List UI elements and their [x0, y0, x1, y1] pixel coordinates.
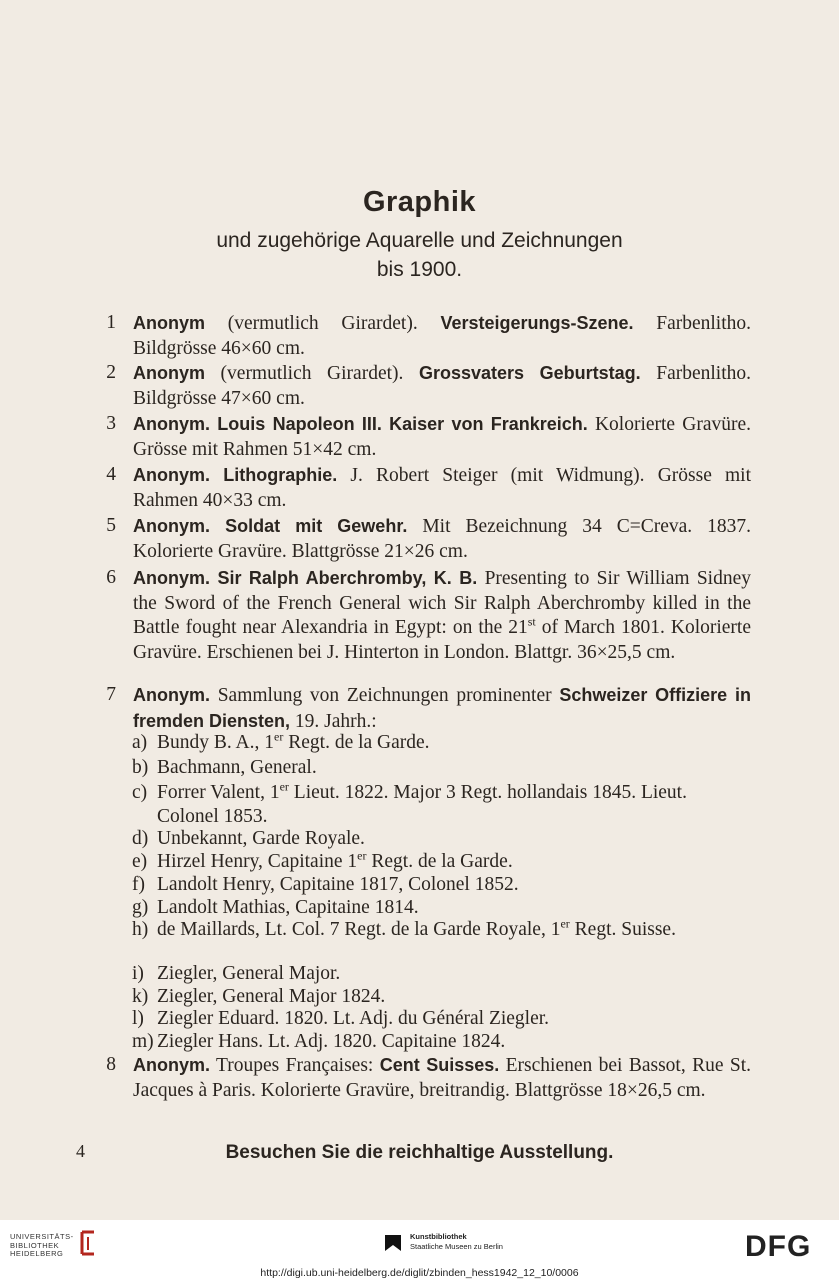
ub-logo-line: UNIVERSITÄTS- — [10, 1232, 74, 1241]
entry-title: Grossvaters Geburtstag. — [418, 363, 641, 383]
sub-item-text: de Maillards, Lt. Col. 7 Regt. de la Garde Royale, 1 — [157, 919, 561, 940]
sub-item-f — [132, 873, 752, 897]
subtitle-line-1: und zugehörige Aquarelle und Zeichnungen — [216, 229, 623, 252]
sub-item-label: b) — [132, 757, 149, 778]
sub-item-i — [132, 962, 752, 986]
entry-text: Farbenlitho. Bildgrösse 47×60 cm. — [133, 363, 752, 409]
entry-text: Presenting to Sir William Sidney the Sword of the French General wich Sir Ralph Aberchromby killed in the Battle fought near Alexandria in Egypt: on the 21 — [133, 568, 752, 638]
sub-item-label: f) — [132, 874, 145, 895]
sub-item-c — [132, 781, 752, 829]
subtitle-line-2: bis 1900. — [376, 258, 463, 281]
entry-number: 5 — [106, 515, 116, 536]
superscript: er — [274, 729, 284, 744]
catalog-entry-8 — [96, 1053, 751, 1103]
catalog-entry-5 — [96, 514, 751, 564]
sub-item-label: k) — [132, 986, 149, 1007]
sub-item-label: h) — [132, 919, 149, 940]
sub-item-label: l) — [132, 1008, 144, 1029]
sub-item-l — [132, 1007, 752, 1031]
sub-item-b — [132, 756, 752, 780]
entry-number: 4 — [106, 464, 116, 485]
sub-item-text: Regt. de la Garde. — [366, 851, 513, 872]
ub-heidelberg-logo[interactable] — [10, 1233, 74, 1259]
sub-item-text: Ziegler Eduard. 1820. Lt. Adj. du Général Ziegler. — [157, 1008, 550, 1029]
ub-emblem-icon — [78, 1230, 100, 1256]
entry-title: Anonym. Lithographie. — [133, 465, 338, 485]
superscript: er — [279, 779, 289, 794]
entry-text: (vermutlich Girardet). — [205, 363, 419, 384]
entry-number: 3 — [106, 413, 116, 434]
entry-title: Anonym. Louis Napoleon III. Kaiser von Frankreich. — [133, 414, 588, 434]
catalog-entry-6 — [96, 566, 751, 665]
entry-number: 1 — [106, 312, 116, 333]
kunstbibliothek-logo[interactable] — [410, 1232, 503, 1252]
entry-text: Farbenlitho. Bildgrösse 46×60 cm. — [133, 313, 751, 359]
sub-item-label: g) — [132, 897, 149, 918]
catalog-entry-3 — [96, 412, 751, 462]
permalink-url[interactable]: http://digi.ub.uni-heidelberg.de/diglit/zbinden_hess1942_12_10/0006 — [260, 1267, 579, 1279]
entry-artist: Anonym — [133, 363, 205, 383]
sub-item-text: Regt. Suisse. — [569, 919, 676, 940]
sub-item-text: Bundy B. A., 1 — [157, 732, 275, 753]
kunstbibliothek-icon — [383, 1233, 403, 1253]
entry-title: Cent Suisses. — [379, 1055, 500, 1075]
entry-number: 8 — [106, 1054, 116, 1075]
sub-item-text: Landolt Mathias, Capitaine 1814. — [157, 897, 419, 918]
sub-item-text: Ziegler Hans. Lt. Adj. 1820. Capitaine 1824. — [157, 1031, 506, 1052]
sub-item-label: i) — [132, 963, 144, 984]
kb-line: Staatliche Museen zu Berlin — [410, 1242, 503, 1251]
entry-artist: Anonym. — [133, 1055, 211, 1075]
entry-number: 7 — [106, 684, 116, 705]
sub-item-text: Lieut. 1822. Major 3 Regt. hollandais 1845. Lieut. Colonel 1853. — [157, 782, 687, 827]
sub-item-g — [132, 896, 752, 920]
footer-advert: Besuchen Sie die reichhaltige Ausstellung. — [225, 1142, 614, 1163]
ub-logo-line: HEIDELBERG — [10, 1249, 64, 1258]
catalog-entry-2 — [96, 361, 751, 411]
entry-text: of March 1801. Kolorierte Gravüre. Erschienen bei J. Hinterton in London. Blattgr. 36×25,5 cm. — [133, 617, 751, 663]
sub-item-text: Ziegler, General Major 1824. — [157, 986, 386, 1007]
page-number: 4 — [76, 1141, 85, 1161]
sub-item-label: m) — [132, 1031, 154, 1052]
sub-item-m — [132, 1030, 752, 1054]
digitization-bar — [0, 1220, 839, 1267]
entry-title: Schweizer Offiziere in fremden Diensten, — [133, 685, 751, 731]
entry-text: 19. Jahrh.: — [290, 710, 377, 732]
entry-text: Sammlung von Zeichnungen prominenter — [210, 685, 560, 706]
entry-title: Anonym. Sir Ralph Aberchromby, K. B. — [133, 568, 478, 588]
sub-item-label: e) — [132, 851, 148, 872]
sub-item-text: Bachmann, General. — [157, 757, 317, 778]
sub-item-label: d) — [132, 828, 149, 849]
entry-text: (vermutlich Girardet). — [205, 313, 441, 334]
page-title: Graphik — [362, 186, 477, 218]
entry-text: J. Robert Steiger (mit Widmung). Grösse mit Rahmen 40×33 cm. — [133, 465, 752, 511]
sub-item-text: Hirzel Henry, Capitaine 1 — [157, 851, 358, 872]
entry-number: 2 — [106, 362, 116, 383]
ub-logo-line: BIBLIOTHEK — [10, 1240, 60, 1250]
catalog-entry-1 — [96, 311, 751, 361]
sub-item-text: Regt. de la Garde. — [283, 732, 430, 753]
superscript: er — [560, 916, 570, 931]
entry-text: Troupes Françaises: — [210, 1055, 380, 1076]
superscript: er — [357, 848, 367, 863]
sub-item-a — [132, 731, 752, 755]
kb-line: Kunstbibliothek — [410, 1232, 467, 1241]
catalog-entry-4 — [96, 463, 751, 513]
entry-number: 6 — [106, 567, 116, 588]
sub-item-text: Forrer Valent, 1 — [157, 782, 280, 803]
sub-item-text: Unbekannt, Garde Royale. — [157, 828, 365, 849]
sub-item-label: c) — [132, 782, 148, 803]
entry-artist: Anonym — [133, 313, 205, 333]
entry-title: Anonym. Soldat mit Gewehr. — [133, 516, 408, 536]
superscript: st — [527, 614, 536, 629]
sub-item-e — [132, 850, 752, 874]
sub-item-d — [132, 827, 752, 851]
entry-text: Kolorierte Gravüre. Grösse mit Rahmen 51×42 cm. — [133, 414, 752, 460]
sub-item-h — [132, 918, 752, 942]
entry-title: Versteigerungs-Szene. — [440, 313, 634, 333]
catalog-entry-7 — [96, 683, 751, 734]
dfg-logo[interactable]: DFG — [745, 1230, 812, 1263]
sub-item-text: Landolt Henry, Capitaine 1817, Colonel 1852. — [157, 874, 519, 895]
entry-artist: Anonym. — [133, 685, 211, 705]
entry-text: Mit Bezeichnung 34 C=Creva. 1837. Kolorierte Gravüre. Blattgrösse 21×26 cm. — [133, 516, 751, 562]
sub-item-text: Ziegler, General Major. — [157, 963, 341, 984]
sub-item-k — [132, 985, 752, 1009]
entry-text: Erschienen bei Bassot, Rue St. Jacques à Paris. Kolorierte Gravüre, breitrandig. Blattgrösse 18×26,5 cm. — [133, 1055, 751, 1101]
sub-item-label: a) — [132, 732, 148, 753]
